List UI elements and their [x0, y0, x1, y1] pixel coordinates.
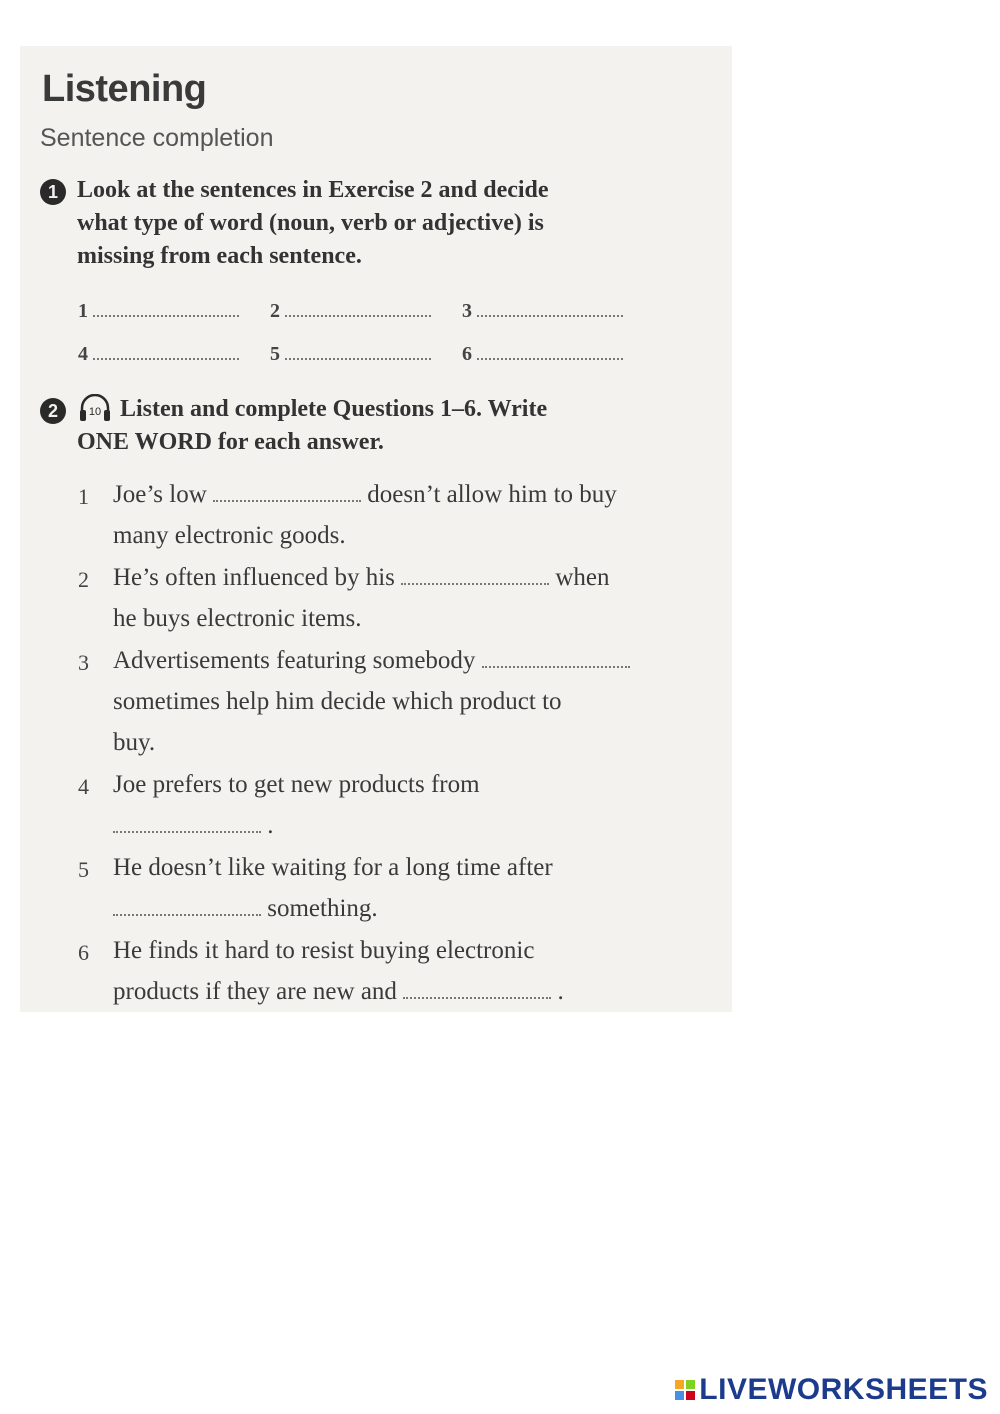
- question-number: 3: [78, 650, 89, 675]
- answer-blank[interactable]: [113, 900, 261, 916]
- answer-blank[interactable]: [93, 301, 239, 317]
- answer-blank[interactable]: [213, 486, 361, 502]
- exercise-2-instruction-line: ONE WORD for each answer.: [77, 429, 384, 455]
- answer-blank[interactable]: [285, 344, 431, 360]
- answer-blank[interactable]: [93, 344, 239, 360]
- logo-grid-icon: [675, 1380, 695, 1400]
- logo-text: LIVEWORKSHEETS: [699, 1373, 988, 1406]
- question-line: sometimes help him decide which product to: [113, 688, 562, 715]
- instruction-line: what type of word (noun, verb or adjective) is: [77, 210, 544, 236]
- gap-label: 2: [270, 300, 280, 322]
- question-line: Joe’s low doesn’t allow him to buy: [113, 481, 617, 508]
- question-line: he buys electronic items.: [113, 605, 362, 632]
- answer-blank[interactable]: [113, 817, 261, 833]
- question-line: something.: [113, 895, 378, 923]
- gap-item: [270, 343, 431, 366]
- question-line: products if they are new and .: [113, 978, 564, 1005]
- worksheet-page: [20, 46, 732, 1012]
- gap-item: [270, 300, 431, 323]
- gap-label: 5: [270, 343, 280, 365]
- page-subtitle: Sentence completion: [40, 124, 274, 152]
- answer-blank[interactable]: [482, 652, 630, 668]
- gap-item: [78, 343, 239, 366]
- question-line: Advertisements featuring somebody: [113, 647, 630, 675]
- question-number: 5: [78, 857, 89, 882]
- gap-label: 1: [78, 300, 88, 322]
- question-line: He doesn’t like waiting for a long time after: [113, 854, 553, 881]
- exercise-2-instruction-line: Listen and complete Questions 1–6. Write: [120, 396, 548, 422]
- exercise-1-instruction: [77, 174, 549, 273]
- answer-blank[interactable]: [403, 983, 551, 999]
- gap-label: 6: [462, 343, 472, 365]
- gap-label: 3: [462, 300, 472, 322]
- exercise-1-number: 1: [40, 179, 66, 205]
- gap-item: [462, 343, 623, 366]
- liveworksheets-logo[interactable]: [675, 1372, 988, 1408]
- audio-track-icon[interactable]: [78, 394, 112, 424]
- question-number: 6: [78, 940, 89, 965]
- answer-blank[interactable]: [477, 344, 623, 360]
- gap-item: [78, 300, 239, 323]
- question-line: He’s often influenced by his when: [113, 564, 610, 591]
- exercise-2-number: 2: [40, 398, 66, 424]
- gap-item: [462, 300, 623, 323]
- answer-blank[interactable]: [401, 569, 549, 585]
- question-line: buy.: [113, 729, 156, 756]
- question-line: many electronic goods.: [113, 522, 346, 549]
- question-number: 1: [78, 484, 89, 509]
- track-number: 10: [88, 406, 102, 418]
- gap-label: 4: [78, 343, 88, 365]
- question-line: He finds it hard to resist buying electronic: [113, 937, 535, 964]
- page-title: Listening: [42, 68, 207, 110]
- instruction-line: Look at the sentences in Exercise 2 and decide: [77, 177, 549, 203]
- instruction-line: missing from each sentence.: [77, 243, 362, 269]
- question-line: Joe prefers to get new products from: [113, 771, 480, 798]
- question-number: 4: [78, 774, 89, 799]
- question-number: 2: [78, 567, 89, 592]
- answer-blank[interactable]: [477, 301, 623, 317]
- answer-blank[interactable]: [285, 301, 431, 317]
- question-line: .: [113, 812, 274, 840]
